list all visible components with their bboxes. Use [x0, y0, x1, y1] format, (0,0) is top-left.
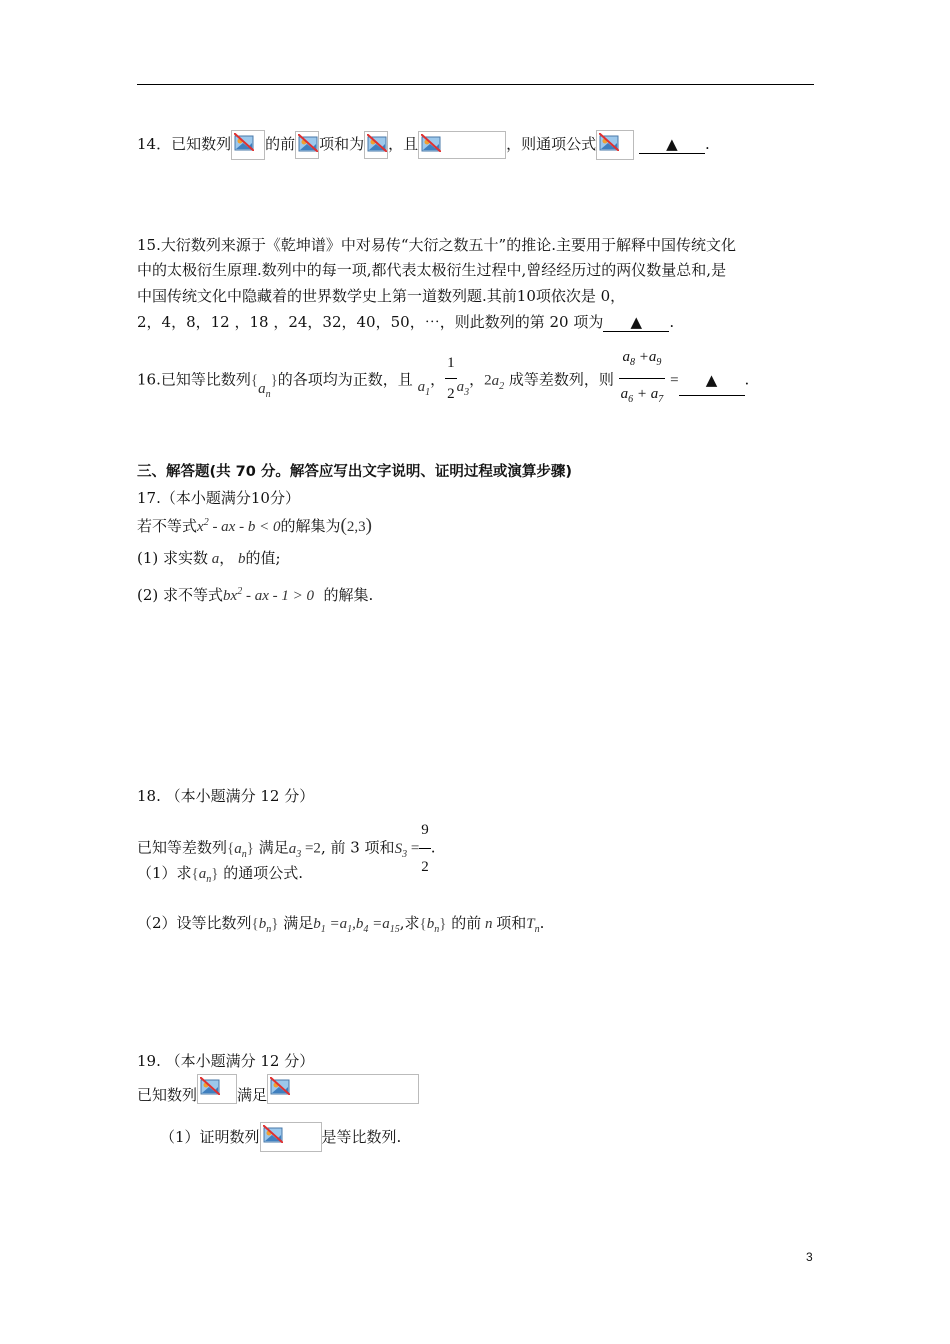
q17-stem-a: 若不等式 — [137, 517, 198, 535]
q17-stem: 若不等式$x^2$ - ax - b < 0的解集为(2,3) — [137, 515, 372, 536]
q18-p1-b: 的通项公式. — [223, 864, 304, 882]
broken-image-icon — [231, 130, 265, 160]
q17-part-1: (1) 求实数 a， b的值; — [137, 549, 281, 567]
section-heading: 三、解答题(共 70 分。解答应写出文字说明、证明过程或演算步骤) — [137, 464, 573, 480]
q15-answer-blank — [603, 313, 669, 332]
q18-stem-a: 已知等差数列 — [137, 838, 228, 857]
q19-p1-a: （1）证明数列 — [160, 1128, 260, 1146]
q19-stem-b: 满足 — [237, 1086, 268, 1104]
broken-image-icon — [364, 131, 388, 159]
q15-end: . — [669, 313, 675, 331]
q17-part-2: (2) 求不等式$bx^2$ - ax - 1 > 0 的解集. — [137, 586, 374, 604]
q18-part-1: （1）求$\{a_n\}$ 的通项公式. — [137, 864, 304, 885]
header-rule — [137, 84, 814, 85]
q14-end: . — [704, 135, 710, 153]
broken-image-icon — [267, 1074, 419, 1104]
q17-p2-b: 的解集. — [323, 586, 374, 604]
q18-stem: 已知等差数列$\{a_n\}$ 满足$a_3 =2$, 前 3 项和$S_3$ = $\frac{9}{2}$ . — [137, 812, 436, 856]
q18-p2-e: 项和 — [496, 914, 527, 932]
q17-p1-b: ， — [219, 549, 235, 567]
broken-image-icon — [418, 131, 506, 159]
question-16: 16.已知等比数列$\{a_n\}$的各项均为正数，且 $a_1$， $\frac{1}{2}$ $a_3$，$2a_2$ 成等差数列，则 $\frac{a_8 +a_9}{a_6 + a_7}$ = ▲ . — [137, 344, 749, 396]
q16-text-2: 的各项均为正数，且 — [277, 370, 413, 389]
q15-line-4: 2，4，8，12 ，18 ，24，32，40，50，⋯，则此数列的第 20 项为 — [137, 313, 604, 331]
answer-triangle-icon: ▲ — [666, 135, 678, 153]
q18-p2-f: . — [539, 914, 545, 932]
q16-answer-blank — [679, 365, 745, 396]
answer-triangle-icon: ▲ — [705, 370, 718, 389]
q19-p1-b: 是等比数列. — [321, 1128, 402, 1146]
q18-stem-b: 满足 — [258, 838, 289, 857]
q18-title: 18. （本小题满分 12 分） — [137, 787, 315, 805]
q18-stem-c: , 前 3 项和 — [320, 838, 395, 857]
broken-image-icon — [197, 1074, 237, 1104]
q18-p2-b: 满足 — [283, 914, 314, 932]
q19-title: 19. （本小题满分 12 分） — [137, 1052, 315, 1070]
q18-part-2: （2）设等比数列$\{b_n\}$ 满足$b_1 =a_1,b_4 =a_{15}$,求$\{b_n\}$ 的前 n 项和$T_n$. — [137, 914, 545, 935]
q17-p1-c: 的值; — [245, 549, 281, 567]
answer-triangle-icon: ▲ — [630, 313, 643, 331]
q14-text-1: 14．已知数列 — [137, 135, 232, 153]
q14-text-3: 项和为 — [319, 135, 365, 153]
q19-stem — [137, 1074, 419, 1104]
broken-image-icon — [260, 1122, 322, 1152]
q17-stem-b: 的解集为 — [280, 517, 341, 535]
q16-text-1: 16.已知等比数列 — [137, 370, 251, 389]
q14-text-4: ，且 — [388, 135, 419, 153]
q18-stem-d: . — [430, 838, 436, 857]
question-14 — [137, 130, 710, 160]
q17-p2-a: (2) 求不等式 — [137, 586, 224, 604]
q14-text-5: ，则通项公式 — [506, 135, 597, 153]
q16-end: . — [744, 370, 750, 389]
broken-image-icon — [596, 130, 634, 160]
q18-p2-d: 的前 — [451, 914, 482, 932]
broken-image-icon — [295, 131, 319, 159]
q18-p2-c: ,求 — [399, 914, 420, 932]
q18-p2-a: （2）设等比数列 — [137, 914, 252, 932]
q18-p1-a: （1）求 — [137, 864, 192, 882]
q14-text-2: 的前 — [265, 135, 296, 153]
q19-stem-a: 已知数列 — [137, 1086, 198, 1104]
q19-part-1 — [160, 1122, 401, 1152]
q16-text-3: 成等差数列，则 — [508, 370, 614, 389]
q17-p1-a: (1) 求实数 — [137, 549, 209, 567]
q15-line-2: 中的太极衍生原理.数列中的每一项,都代表太极衍生过程中,曾经经历过的两仪数量总和,是 — [137, 261, 727, 279]
q17-title: 17.（本小题满分10分） — [137, 489, 300, 507]
q15-line-3: 中国传统文化中隐藏着的世界数学史上第一道数列题.其前10项依次是 0， — [137, 287, 626, 305]
question-15-last — [137, 311, 674, 332]
q15-line-1: 15.大衍数列来源于《乾坤谱》中对易传“大衍之数五十”的推论.主要用于解释中国传统文化 — [137, 236, 736, 254]
page-number: 3 — [806, 1250, 813, 1264]
q14-answer-blank — [639, 135, 705, 154]
